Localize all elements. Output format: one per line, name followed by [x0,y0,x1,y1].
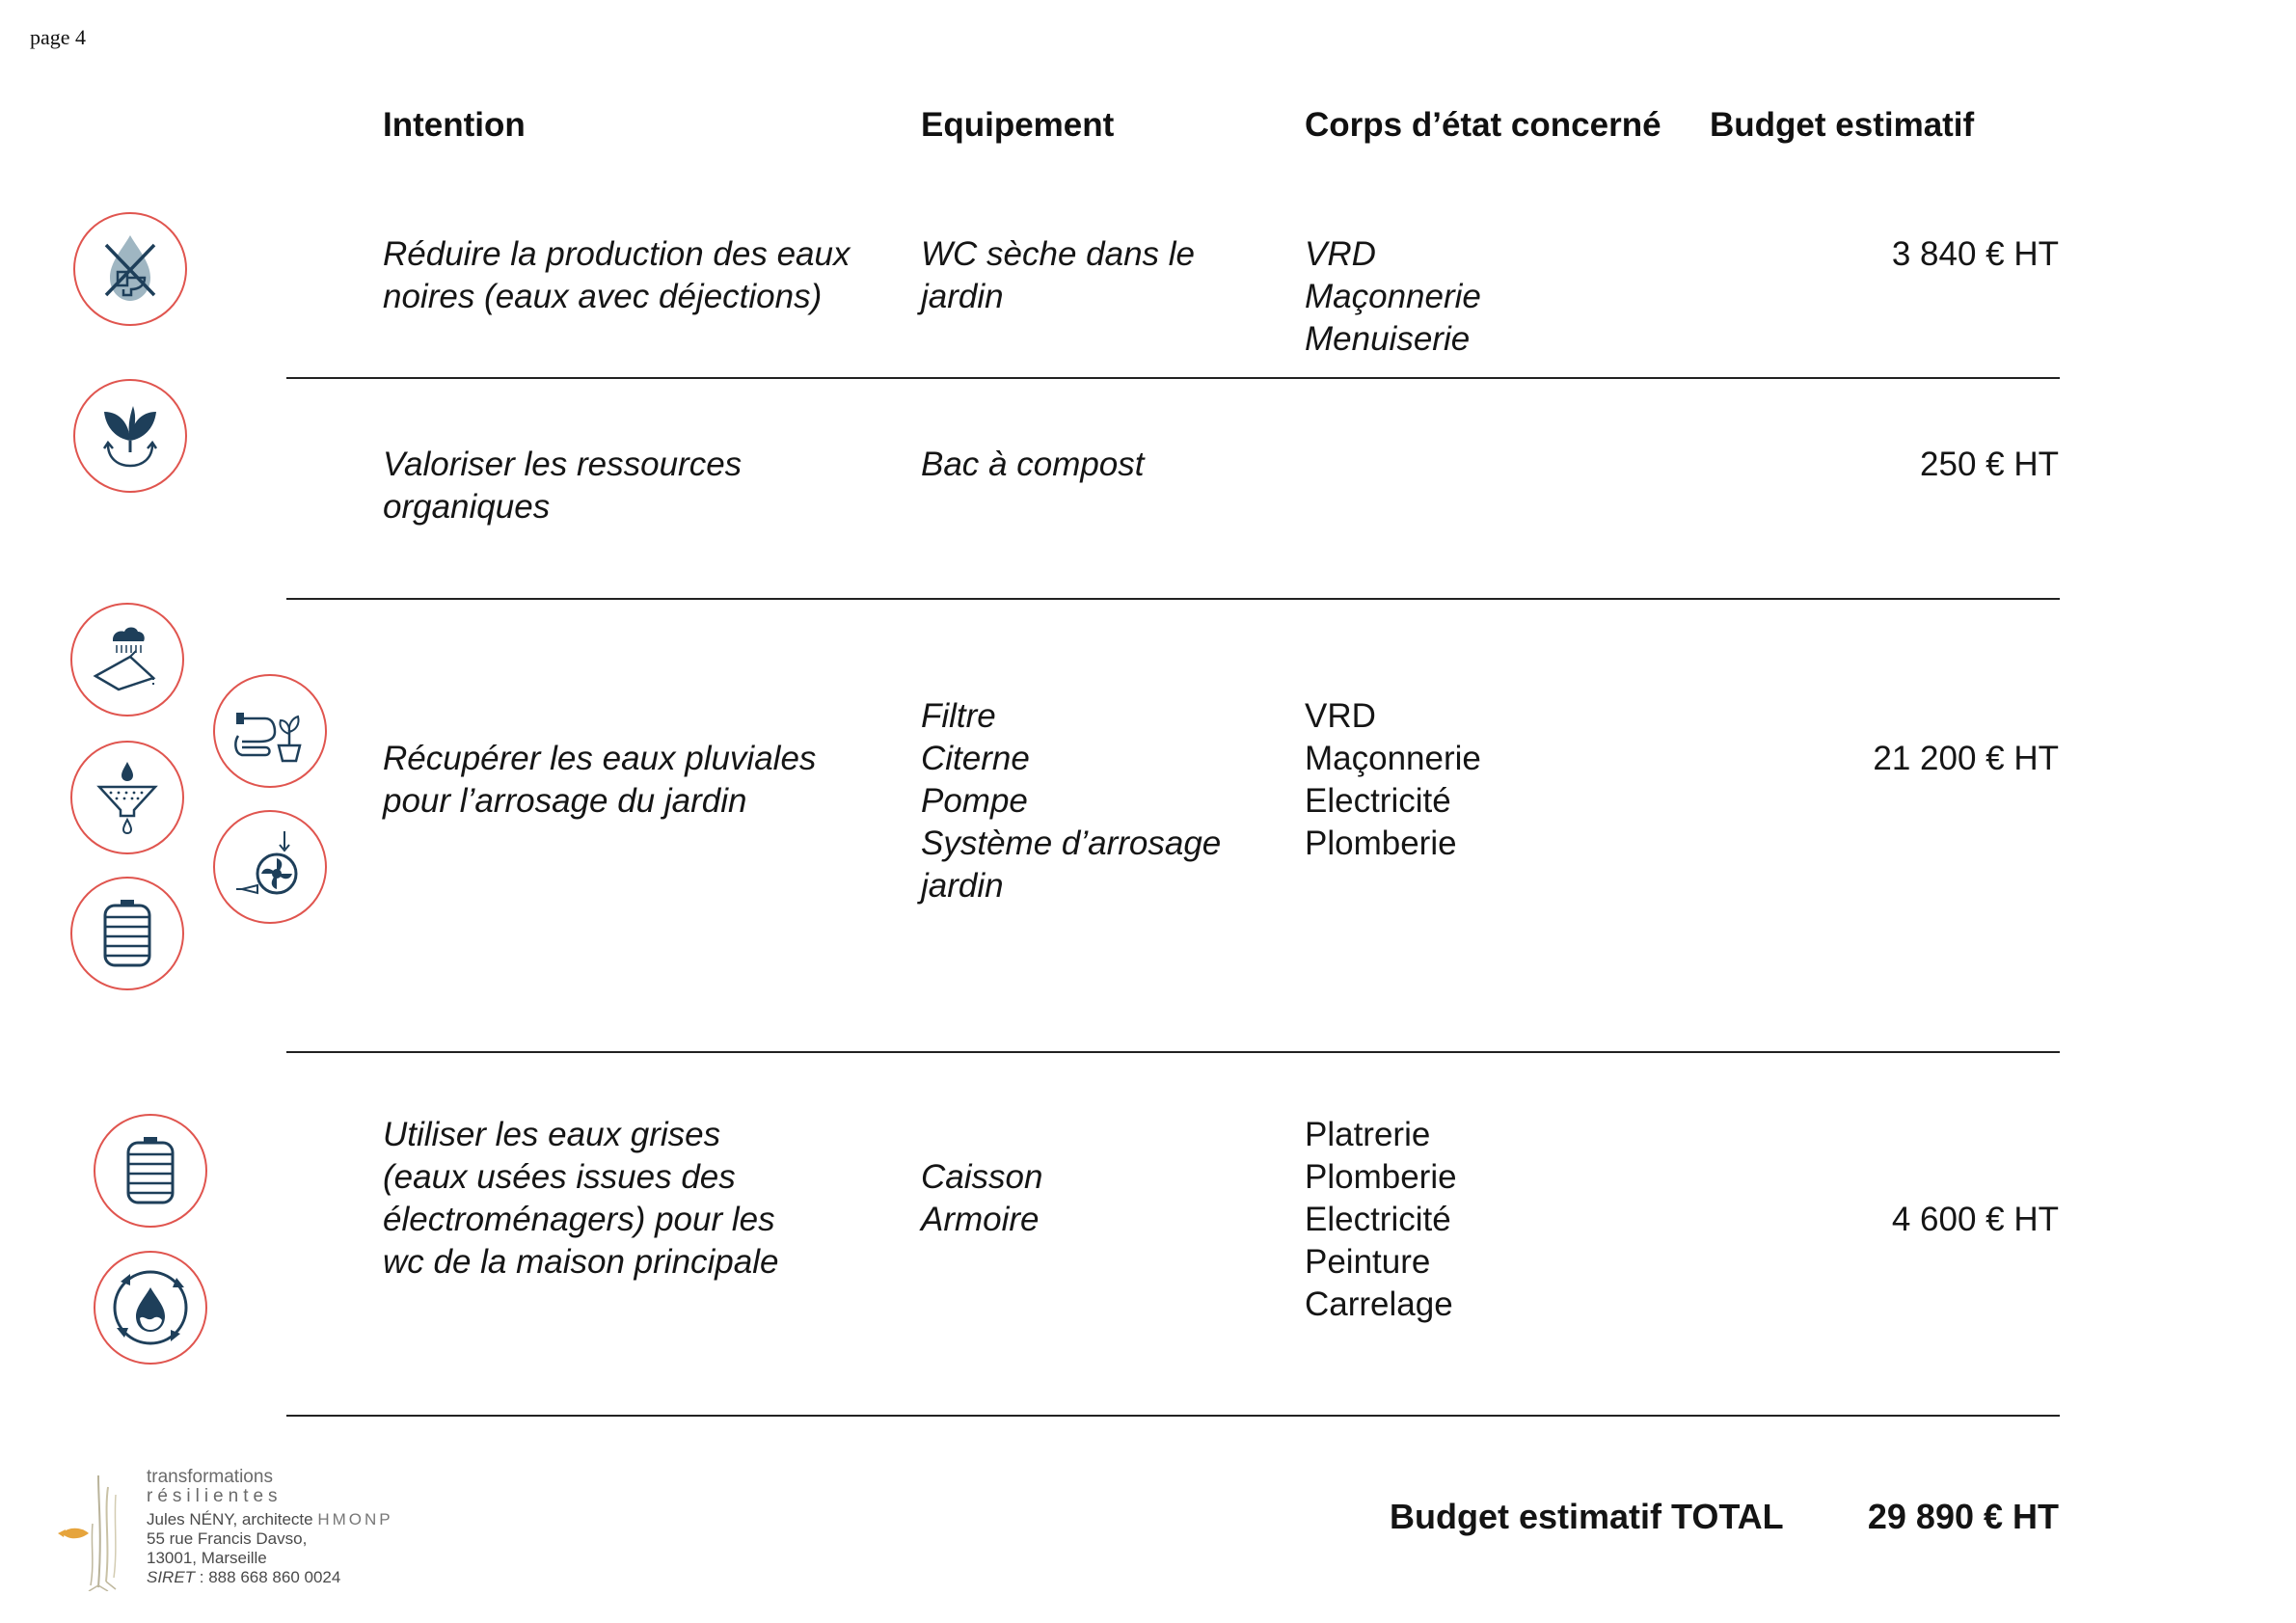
row4-intention-line: (eaux usées issues des [383,1158,736,1196]
row3-corps-line: VRD [1305,697,1376,735]
row3-intention-line: pour l’arrosage du jardin [383,782,747,820]
footer-siret-label: SIRET [147,1568,196,1586]
row4-corps [1305,1114,1457,1326]
row4-corps-line: Plomberie [1305,1158,1457,1196]
page-number: page 4 [30,25,87,49]
row3-equipement-line: Système d’arrosage [921,825,1222,862]
header-corps: Corps d’état concerné [1305,106,1661,144]
row3-intention [383,738,816,823]
row4-equipement [921,1156,1042,1241]
water-tank-icon [70,877,184,990]
row4-budget-value: 4 600 € HT [1891,1201,2059,1238]
row1-equipement-line: WC sèche dans le [921,235,1196,273]
row4-intention [383,1114,778,1284]
footer-address1: 55 rue Francis Davso, [147,1529,308,1548]
total-label: Budget estimatif TOTAL [1390,1497,1784,1536]
row3-equipement-line: Citerne [921,740,1030,777]
row2-equipement-line: Bac à compost [921,446,1145,483]
row1-intention [383,233,850,318]
row4-intention-line: Utiliser les eaux grises [383,1116,721,1153]
row4-budget [1892,1199,2059,1241]
row1-intention-line: Réduire la production des eaux [383,235,851,273]
footer-contact [147,1468,393,1587]
water-tank-icon [94,1114,207,1228]
garden-hose-icon [213,674,327,788]
row4-intention-line: wc de la maison principale [383,1243,779,1281]
row2-intention [383,444,742,528]
row3-budget-value: 21 200 € HT [1873,740,2059,777]
row-divider [286,1051,2060,1053]
row1-equipement-line: jardin [921,278,1004,315]
header-equipement: Equipement [921,106,1115,144]
row3-equipement-line: Pompe [921,782,1028,820]
row4-corps-line: Carrelage [1305,1285,1453,1323]
row2-budget-value: 250 € HT [1920,446,2059,483]
footer-brand-line2: résilientes [147,1486,283,1506]
row1-corps [1305,233,1481,361]
row3-corps-line: Plomberie [1305,825,1457,862]
rain-roof-icon [70,603,184,717]
compost-leaves-icon [73,379,187,493]
row2-equipement [921,444,1145,486]
row4-corps-line: Peinture [1305,1243,1431,1281]
row2-intention-line: organiques [383,488,551,526]
row1-corps-line: VRD [1305,235,1376,273]
row-divider [286,377,2060,379]
footer-architect-name: Jules NÉNY, architecte [147,1510,318,1528]
footer-address2: 13001, Marseille [147,1549,267,1567]
row3-equipement [921,695,1221,907]
footer-siret [147,1568,393,1587]
row1-budget [1892,233,2059,276]
row3-corps-line: Electricité [1305,782,1451,820]
row-divider [286,598,2060,600]
footer-siret-value: : 888 668 860 0024 [195,1568,341,1586]
pump-icon [213,810,327,924]
footer-architect-title: HMONP [317,1510,393,1528]
row1-corps-line: Maçonnerie [1305,278,1481,315]
header-intention: Intention [383,106,526,144]
water-recycle-icon [94,1251,207,1365]
row1-budget-value: 3 840 € HT [1891,235,2059,273]
row1-corps-line: Menuiserie [1305,320,1471,358]
row4-equipement-line: Armoire [921,1201,1040,1238]
footer-brand-line1: transformations [147,1467,273,1487]
row3-equipement-line: Filtre [921,697,996,735]
row3-budget [1873,738,2059,780]
row2-intention-line: Valoriser les ressources [383,446,743,483]
row3-corps-line: Maçonnerie [1305,740,1481,777]
footer-architect [147,1510,393,1529]
row3-corps [1305,695,1481,865]
header-budget: Budget estimatif [1710,106,1975,144]
company-logo [56,1466,143,1591]
row3-equipement-line: jardin [921,867,1004,905]
total-value: 29 890 € HT [1867,1497,2059,1536]
row1-intention-line: noires (eaux avec déjections) [383,278,823,315]
no-water-toilet-icon [73,212,187,326]
row4-equipement-line: Caisson [921,1158,1043,1196]
row4-intention-line: électroménagers) pour les [383,1201,775,1238]
row4-corps-line: Platrerie [1305,1116,1431,1153]
row-divider [286,1415,2060,1417]
row4-corps-line: Electricité [1305,1201,1451,1238]
filter-funnel-icon [70,741,184,854]
row1-equipement [921,233,1195,318]
row2-budget [1920,444,2059,486]
row3-intention-line: Récupérer les eaux pluviales [383,740,817,777]
